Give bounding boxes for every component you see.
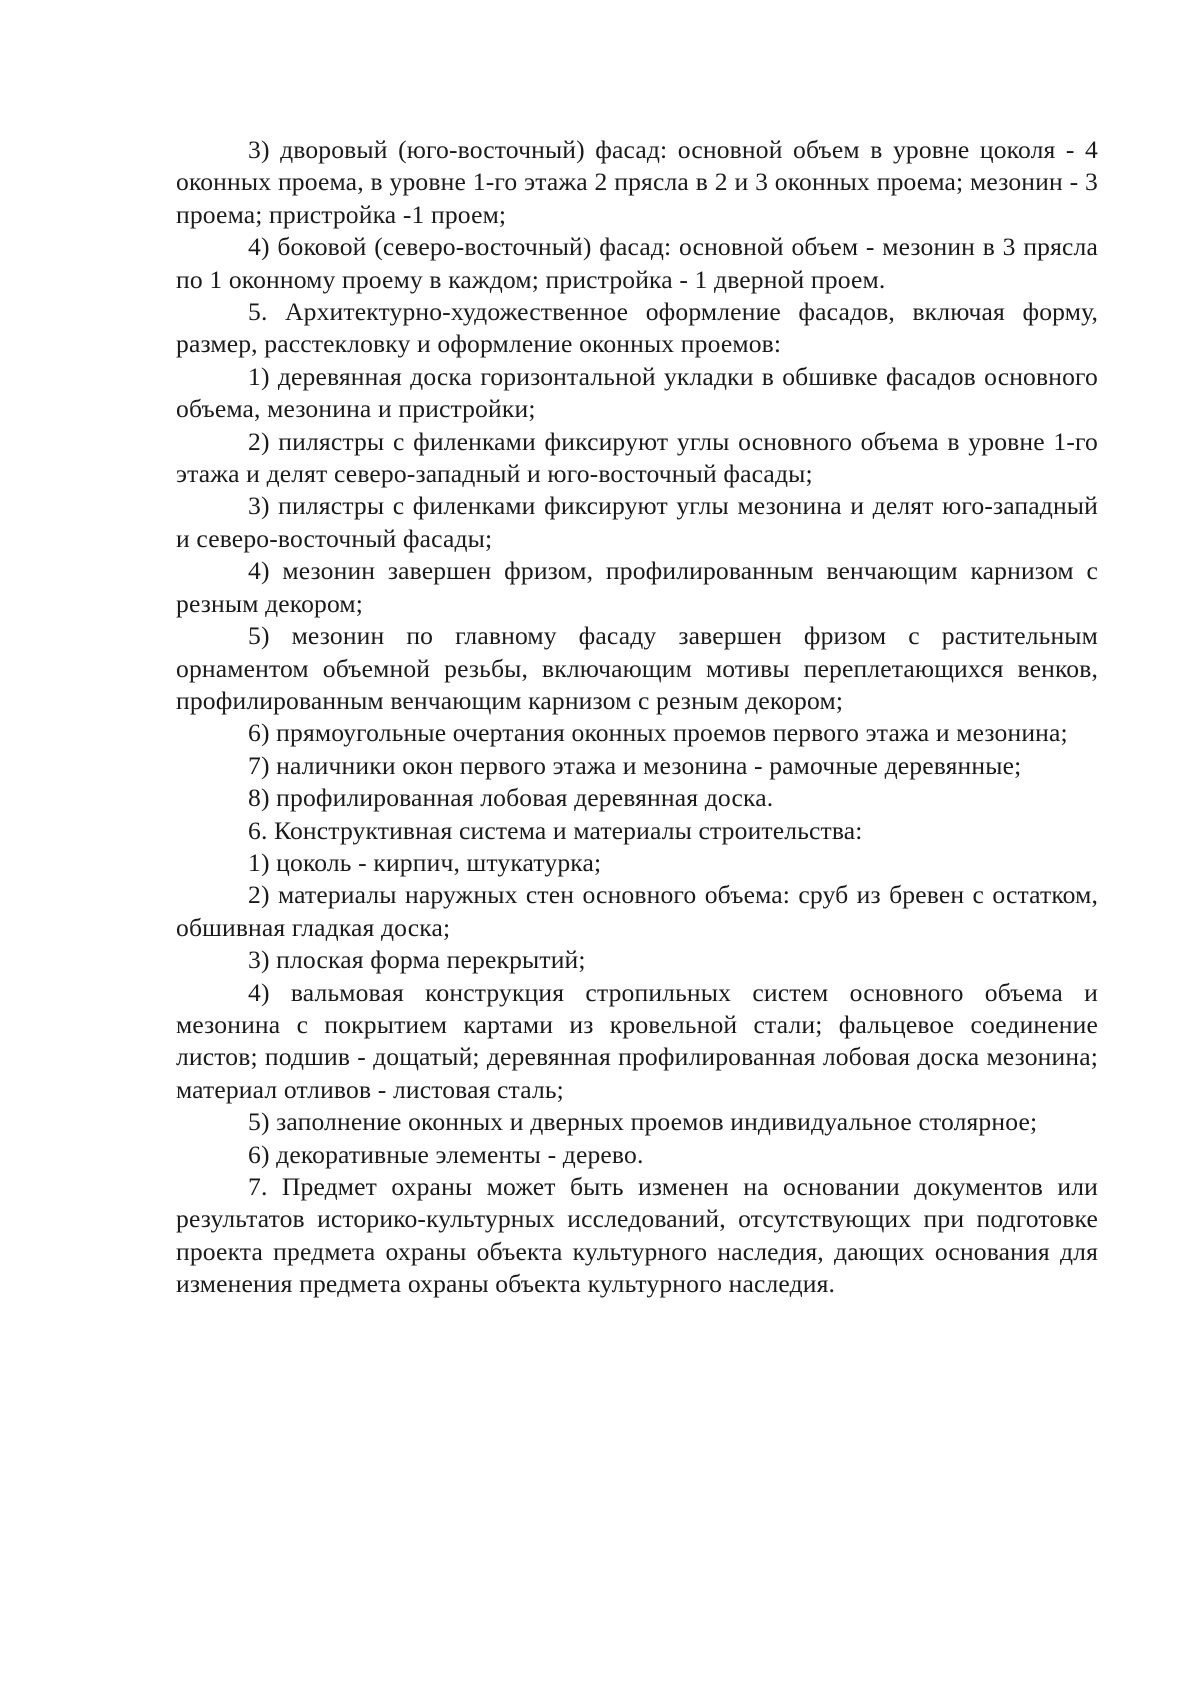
paragraph-5-7: 7) наличники окон первого этажа и мезонина - рамочные деревянные; [248,750,1022,780]
paragraph-5-3: 3) пилястры с филенками фиксируют углы мезонина и делят юго-западный и северо-восточный фасады; [176,491,1098,553]
paragraph-5-1: 1) деревянная доска горизонтальной укладки в обшивке фасадов основного объема, мезонина и пристройки; [176,361,1098,424]
paragraph-5-5: 5) мезонин по главному фасаду завершен фризом с растительным орнаментом объемной резьбы, включающим мотивы переплетающихся венков, профилированным венчающим карнизом с резным декором; [176,621,1098,715]
paragraph-6-3: 3) плоская форма перекрытий; [248,945,586,975]
paragraph-facade-courtyard: 3) дворовый (юго-восточный) фасад: основной объем в уровне цоколя - 4 оконных проема, в уровне 1-го этажа 2 прясла в 2 и 3 оконных проема; мезонин - 3 проема; пристройка -1 проем; [176,135,1098,229]
paragraph-5-2: 2) пилястры с филенками фиксируют углы основного объема в уровне 1-го этажа и делят северо-западный и юго-восточный фасады; [176,426,1098,489]
paragraph-6-6: 6) декоративные элементы - дерево. [248,1139,644,1169]
paragraph-6-2: 2) материалы наружных стен основного объема: сруб из бревен с остатком, обшивная гладкая доска; [176,880,1098,942]
paragraph-facade-side: 4) боковой (северо-восточный) фасад: основной объем - мезонин в 3 прясла по 1 оконному проему в каждом; пристройка - 1 дверной проем. [176,232,1098,294]
section-5-heading: 5. Архитектурно-художественное оформление фасадов, включая форму, размер, расстекловку и оформление оконных проемов: [176,297,1098,359]
paragraph-5-4: 4) мезонин завершен фризом, профилированным венчающим карнизом с резным декором; [176,556,1098,618]
paragraph-6-1: 1) цоколь - кирпич, штукатурка; [248,847,602,877]
section-7-paragraph: 7. Предмет охраны может быть изменен на основании документов или результатов историко-культурных исследований, отсутствующих при подготовке проекта предмета охраны объекта культурного наследия, дающих основания для изменения предмета охраны объекта культурного наследия. [176,1172,1098,1299]
section-6-heading: 6. Конструктивная система и материалы строительства: [248,815,863,845]
paragraph-6-4: 4) вальмовая конструкция стропильных систем основного объема и мезонина с покрытием картами из кровельной стали; фальцевое соединение листов; подшив - дощатый; деревянная профилированная лобовая доска мезонина; материал отливов - листовая сталь; [176,977,1098,1104]
paragraph-5-6: 6) прямоугольные очертания оконных проемов первого этажа и мезонина; [248,718,1068,748]
document-body [176,134,1098,1301]
paragraph-5-8: 8) профилированная лобовая деревянная доска. [248,783,774,813]
paragraph-6-5: 5) заполнение оконных и дверных проемов индивидуальное столярное; [248,1107,1038,1137]
